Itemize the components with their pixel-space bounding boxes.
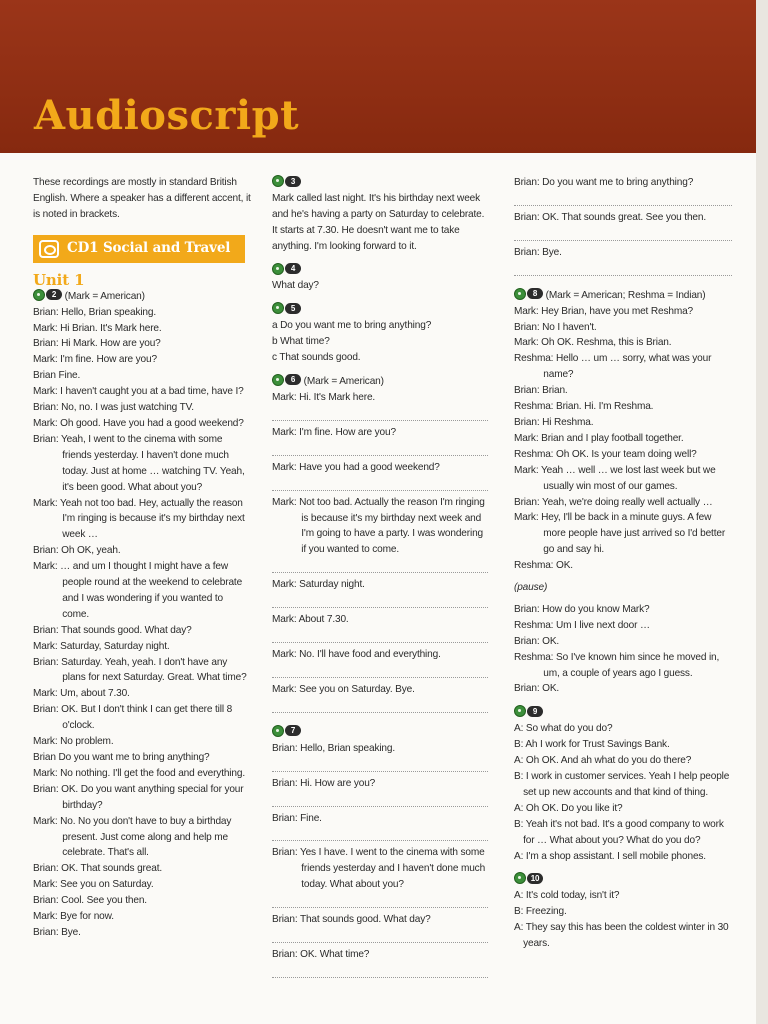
column-3: [514, 175, 732, 952]
answer-line: [272, 593, 488, 608]
script-line: B: Ah I work for Trust Savings Bank.: [514, 739, 670, 751]
track-text: Mark called last night. It's his birthday next week and he's having a party on Saturday to celebrate. It starts at 7.30. He doesn't want me to take anything. I'm looking forward to it.: [272, 192, 485, 252]
script-line: Brian: Saturday. Yeah, yeah. I don't have any plans for next Saturday. Great. What time?: [33, 656, 247, 684]
script-line: Mark: Not too bad. Actually the reason I'm ringing is because it's my birthday next week and I'm going to have a party. I was wondering if you wanted to come.: [272, 496, 485, 556]
answer-line: [272, 441, 488, 456]
track-3: [272, 175, 488, 255]
audio-track-icon[interactable]: 9: [514, 705, 543, 717]
script-line: Brian: Fine.: [272, 812, 322, 824]
track-note: (Mark = American; Reshma = Indian): [545, 289, 706, 301]
audio-track-icon[interactable]: 5: [272, 302, 301, 314]
script-line: b What time?: [272, 336, 330, 348]
script-line: Mark: I'm fine. How are you?: [272, 426, 396, 438]
track-5: [272, 302, 488, 366]
script-line: Brian: Hi. How are you?: [272, 777, 376, 789]
script-line: Brian: That sounds good. What day?: [33, 624, 192, 636]
answer-line: [272, 558, 488, 573]
answer-line: [272, 792, 488, 807]
script-line: Mark: See you on Saturday.: [33, 879, 154, 891]
script-line: Mark: … and um I thought I might have a few people round at the weekend to celebrate and I was wondering if you wanted to come.: [33, 561, 243, 620]
script-line: Brian: Cool. See you then.: [33, 895, 147, 907]
script-line: Brian: Yeah, I went to the cinema with some friends yesterday. I haven't done much today. Just at home … watching TV. Yeah, it's been good. What about you?: [33, 433, 245, 493]
script-line: Brian: OK. That sounds great.: [33, 863, 162, 875]
unit-heading: Unit 1: [33, 270, 85, 289]
script-line: Reshma: OK.: [514, 560, 573, 572]
script-line: Mark: I'm fine. How are you?: [33, 354, 157, 366]
script-line: B: I work in customer services. Yeah I help people set up new accounts and that kind of thing.: [514, 771, 730, 798]
track-9: [514, 705, 732, 864]
script-line: A: I'm a shop assistant. I sell mobile phones.: [514, 850, 706, 862]
audio-track-icon[interactable]: 8: [514, 288, 543, 300]
script-line: Mark: Brian and I play football together.: [514, 432, 684, 444]
script-line: Mark: No. No you don't have to buy a birthday present. Just come along and help me celebrate. That's all.: [33, 815, 232, 859]
script-line: Mark: About 7.30.: [272, 614, 349, 626]
script-line: B: Yeah it's not bad. It's a good company to work for … What about you? What do you do?: [514, 818, 724, 846]
answer-line: [272, 628, 488, 643]
script-line: A: It's cold today, isn't it?: [514, 890, 620, 902]
track-10: [514, 872, 732, 952]
cd-icon: [39, 240, 59, 258]
script-line: B: Freezing.: [514, 906, 567, 918]
script-line: Mark: Hey, I'll be back in a minute guys. A few more people have just arrived so I'd better go and say hi.: [514, 512, 726, 556]
section-badge: [33, 235, 245, 263]
script-line: Brian: OK. But I don't think I can get there till 8 o'clock.: [33, 704, 233, 732]
column-2: [272, 175, 488, 982]
script-line: Brian: OK.: [514, 683, 560, 695]
script-line: Brian: Bye.: [33, 926, 81, 938]
audio-track-icon[interactable]: 7: [272, 725, 301, 737]
page-edge: [756, 0, 768, 1024]
script-line: A: So what do you do?: [514, 723, 613, 735]
answer-line: [514, 191, 732, 206]
script-line: Brian: That sounds good. What day?: [272, 914, 431, 926]
page-title: Audioscript: [34, 92, 300, 139]
track-2: [33, 289, 251, 941]
track-text: What day?: [272, 280, 319, 292]
script-line: A: Oh OK. And ah what do you do there?: [514, 755, 692, 767]
script-line: A: They say this has been the coldest winter in 30 years.: [514, 922, 729, 950]
section-badge-label: CD1 Social and Travel: [67, 239, 231, 256]
track-6: [272, 374, 488, 713]
script-line: a Do you want me to bring anything?: [272, 320, 432, 332]
script-line: Brian: Hi Mark. How are you?: [33, 338, 161, 350]
answer-line: [272, 826, 488, 841]
script-line: Brian: Brian.: [514, 385, 568, 397]
answer-line: [272, 928, 488, 943]
script-line: Mark: Have you had a good weekend?: [272, 461, 440, 473]
script-line: Reshma: Brian. Hi. I'm Reshma.: [514, 401, 654, 413]
script-line: Mark: No problem.: [33, 736, 114, 748]
script-line: c That sounds good.: [272, 352, 361, 364]
script-line: Brian: Hi Reshma.: [514, 416, 594, 428]
script-line: Brian: Bye.: [514, 246, 562, 258]
script-line: Mark: Oh OK. Reshma, this is Brian.: [514, 337, 672, 349]
intro-text: These recordings are mostly in standard British English. Where a speaker has a different accent, it is noted in brackets.: [33, 177, 251, 220]
script-line: Brian: Hello, Brian speaking.: [272, 742, 396, 754]
answer-line: [272, 893, 488, 908]
track-7: [272, 725, 488, 978]
script-line: Brian: OK. That sounds great. See you then.: [514, 211, 706, 223]
answer-line: [272, 698, 488, 713]
script-line: Brian: No, no. I was just watching TV.: [33, 402, 194, 414]
script-line: Mark: No nothing. I'll get the food and everything.: [33, 767, 245, 779]
audio-track-icon[interactable]: 6: [272, 374, 301, 386]
audio-track-icon[interactable]: 2: [33, 289, 62, 301]
script-line: Reshma: So I've known him since he moved in, um, a couple of years ago I guess.: [514, 651, 720, 679]
script-line: Mark: Hi Brian. It's Mark here.: [33, 322, 162, 334]
script-line: Mark: Um, about 7.30.: [33, 688, 130, 700]
script-line: Mark: Bye for now.: [33, 911, 114, 923]
script-line: Reshma: Um I live next door …: [514, 619, 650, 631]
script-line: Mark: Saturday, Saturday night.: [33, 640, 170, 652]
column-1: [33, 175, 251, 941]
audio-track-icon[interactable]: 4: [272, 263, 301, 275]
script-line: Brian: Do you want me to bring anything?: [514, 177, 694, 188]
script-line: Brian: OK. What time?: [272, 949, 370, 961]
script-line: Mark: Yeah not too bad. Hey, actually the reason I'm ringing is because it's my birthday next week …: [33, 497, 245, 541]
script-line: Mark: Oh good. Have you had a good weekend?: [33, 417, 244, 429]
audio-track-icon[interactable]: 3: [272, 175, 301, 187]
script-line: Brian: How do you know Mark?: [514, 603, 650, 615]
script-line: Brian: OK.: [514, 635, 560, 647]
script-line: Brian: No I haven't.: [514, 321, 597, 333]
answer-line: [272, 406, 488, 421]
answer-line: [272, 663, 488, 678]
script-line: Mark: See you on Saturday. Bye.: [272, 683, 415, 695]
answer-line: [514, 261, 732, 276]
pause-note: (pause): [514, 582, 548, 594]
script-line: A: Oh OK. Do you like it?: [514, 802, 623, 814]
script-line: Brian: OK. Do you want anything special for your birthday?: [33, 783, 244, 811]
script-line: Reshma: Oh OK. Is your team doing well?: [514, 448, 697, 460]
audio-track-icon[interactable]: 10: [514, 872, 543, 884]
script-line: Mark: Yeah … well … we lost last week but we usually win most of our games.: [514, 464, 716, 492]
script-line: Brian: Yeah, we're doing really well actually …: [514, 496, 713, 508]
answer-line: [272, 963, 488, 978]
script-line: Brian Do you want me to bring anything?: [33, 752, 210, 763]
answer-line: [272, 476, 488, 491]
script-line: Brian Fine.: [33, 370, 81, 382]
script-line: Mark: Hi. It's Mark here.: [272, 391, 376, 403]
track-note: (Mark = American): [64, 290, 145, 302]
track-note: (Mark = American): [303, 375, 384, 387]
script-line: Brian: Hello, Brian speaking.: [33, 306, 157, 318]
script-line: Mark: No. I'll have food and everything.: [272, 649, 441, 661]
script-line: Mark: Saturday night.: [272, 579, 365, 591]
track-4: [272, 263, 488, 295]
answer-line: [272, 757, 488, 772]
script-line: Brian: Yes I have. I went to the cinema with some friends yesterday and I haven't done much today. What about you?: [272, 847, 486, 891]
script-line: Reshma: Hello … um … sorry, what was your name?: [514, 353, 712, 381]
track-8: [514, 288, 732, 698]
answer-line: [514, 226, 732, 241]
header-banner: [0, 0, 756, 153]
script-line: Mark: Hey Brian, have you met Reshma?: [514, 305, 694, 317]
script-line: Mark: I haven't caught you at a bad time, have I?: [33, 386, 244, 398]
script-line: Brian: Oh OK, yeah.: [33, 545, 121, 557]
